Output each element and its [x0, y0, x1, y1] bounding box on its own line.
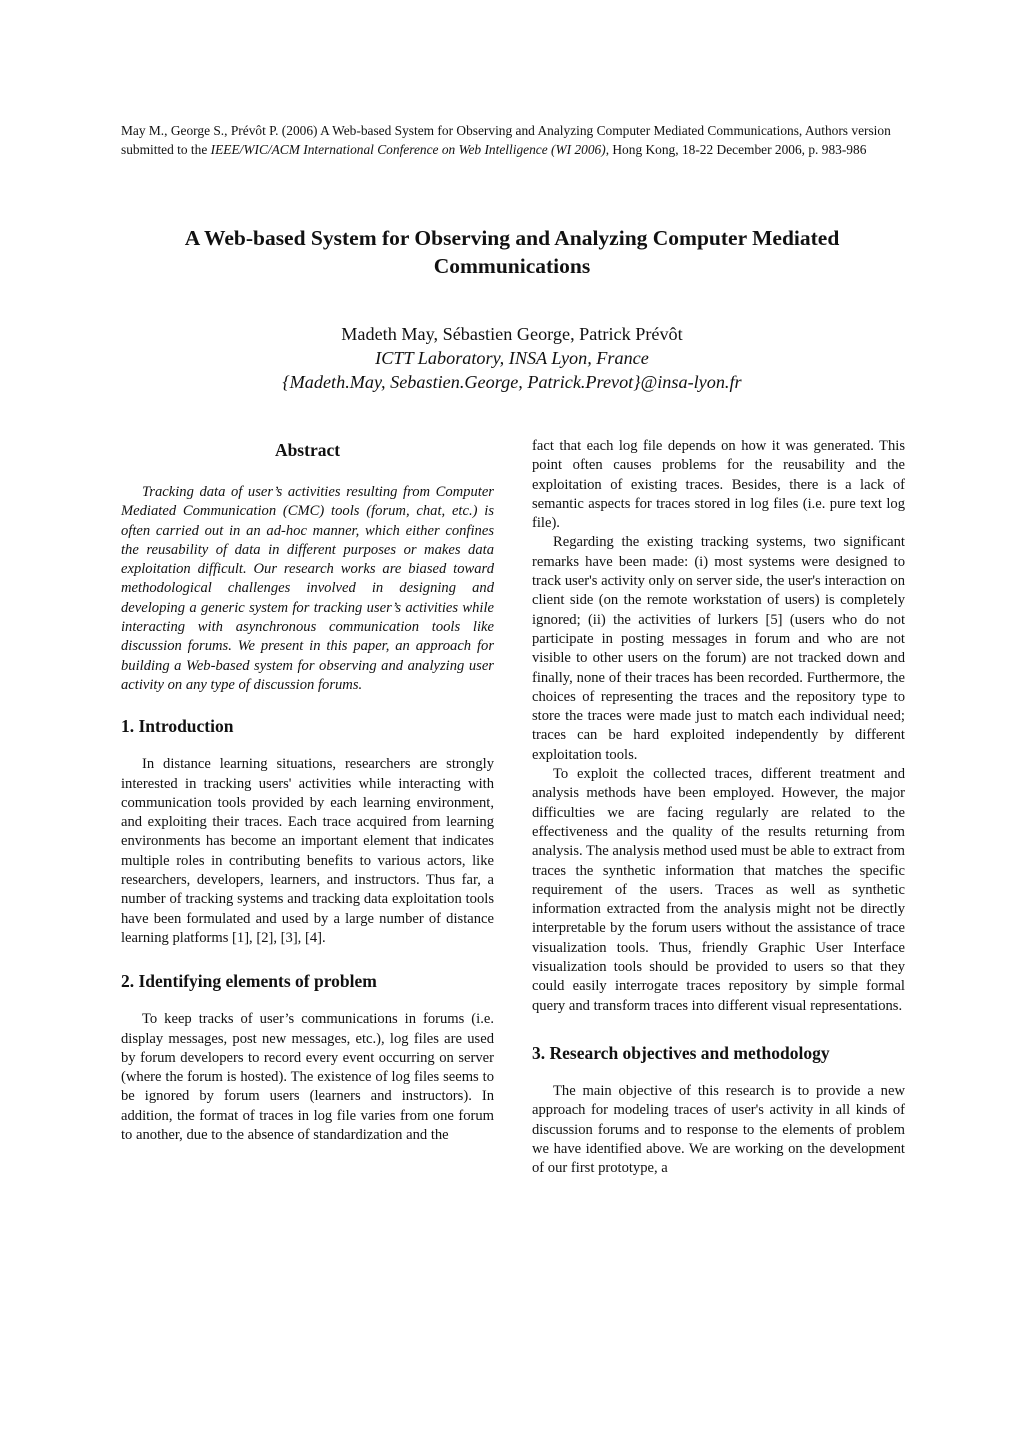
- author-emails: {Madeth.May, Sebastien.George, Patrick.Prevot}@insa-lyon.fr: [282, 372, 742, 392]
- problem-paragraph-1-continued: fact that each log file depends on how it was generated. This point often causes problems for the reusability and the exploitation of existing traces. Besides, there is a lack of semantic aspects for traces stored in log files (i.e. pure text log file).: [532, 438, 905, 532]
- citation-text: May M., George S., Prévôt P. (2006) A Web-based System for Observing and Analyzing Computer Mediated Communications, Authors version submitted to the: [121, 123, 891, 157]
- problem-paragraph-1: To keep tracks of user’s communications in forums (i.e. display messages, post new messages, etc.), log files are used by forum developers to record every event occurring on server (where the forum is hosted). The existence of log files seems to be ignored by forum users (learners and instructors). In addition, the format of traces in log file varies from one forum to another, due to the absence of standardization and the: [121, 1011, 494, 1144]
- section-heading-introduction: 1. Introduction: [121, 716, 234, 737]
- abstract-heading: Abstract: [274, 440, 341, 460]
- left-column: [121, 437, 494, 1145]
- problem-paragraph-2: Regarding the existing tracking systems, two significant remarks have been made: (i) most systems were designed to track user's activity only on server side, the user's interaction on client side (on the remote workstation of users) is completely ignored; (ii) the activities of lurkers [5] (users who do not participate in posting messages in forum and who are not visible to other users on the forum) are not tracked down and finally, none of their traces has been recorded. Furthermore, the choices of representing the traces and the repository type to store the traces were made just to match each individual need; traces can be hard exploited independently by different exploitation tools.: [532, 534, 905, 763]
- section-heading-problem: 2. Identifying elements of problem: [121, 971, 377, 992]
- citation-venue: IEEE/WIC/ACM International Conference on Web Intelligence (WI 2006): [210, 141, 606, 157]
- citation-header: [121, 122, 906, 159]
- citation-details: , Hong Kong, 18-22 December 2006, p. 983-986: [605, 141, 867, 157]
- paper-title: A Web-based System for Observing and Analyzing Computer Mediated Communications: [184, 226, 840, 278]
- author-affiliation: ICTT Laboratory, INSA Lyon, France: [375, 348, 649, 368]
- problem-paragraph-3: To exploit the collected traces, different treatment and analysis methods have been employed. However, the major difficulties we are facing regularly are related to the effectiveness and the quality of the results returning from analysis. The analysis method used must be able to extract from traces the synthetic information that matches the specific requirement of the users. Traces as well as synthetic information extracted from the analysis might not be directly interpretable by the forum users without the assistance of trace visualization tools. Thus, friendly Graphic User Interface visualization tools should be provided to users so that they could easily interrogate traces repository by simple formal query and transform traces into different visual representations.: [532, 766, 905, 1014]
- author-names: Madeth May, Sébastien George, Patrick Prévôt: [341, 324, 683, 344]
- objectives-paragraph: The main objective of this research is to provide a new approach for modeling traces of user's activity in all kinds of discussion forums and to response to the elements of problem we have identified above. We are working on the development of our first prototype, a: [532, 1082, 905, 1177]
- section-heading-objectives: 3. Research objectives and methodology: [532, 1042, 830, 1063]
- introduction-paragraph: In distance learning situations, researchers are strongly interested in tracking users' activities while interacting with communication tools provided by each learning environment, and exploiting their traces. Each trace acquired from learning environments has become an important element that indicates multiple roles in contributing benefits to various actors, like researchers, developers, learners, and instructors. Thus far, a number of tracking systems and tracking data exploitation tools have been formulated and used by a large number of distance learning platforms [1], [2], [3], [4].: [121, 756, 494, 946]
- author-block: [110, 322, 914, 394]
- abstract-text: Tracking data of user’s activities resulting from Computer Mediated Communication (CMC) tools (forum, chat, etc.) is often carried out in an ad-hoc manner, which either confines the reusability of data in different purposes or makes data exploitation difficult. Our research works are biased toward methodological challenges involved in designing and developing a generic system for tracking user’s activities while interacting with asynchronous communication tools like discussion forums. We present in this paper, an approach for building a Web-based system for observing and analyzing user activity on any type of discussion forums.: [121, 484, 494, 693]
- right-column: [532, 437, 905, 1178]
